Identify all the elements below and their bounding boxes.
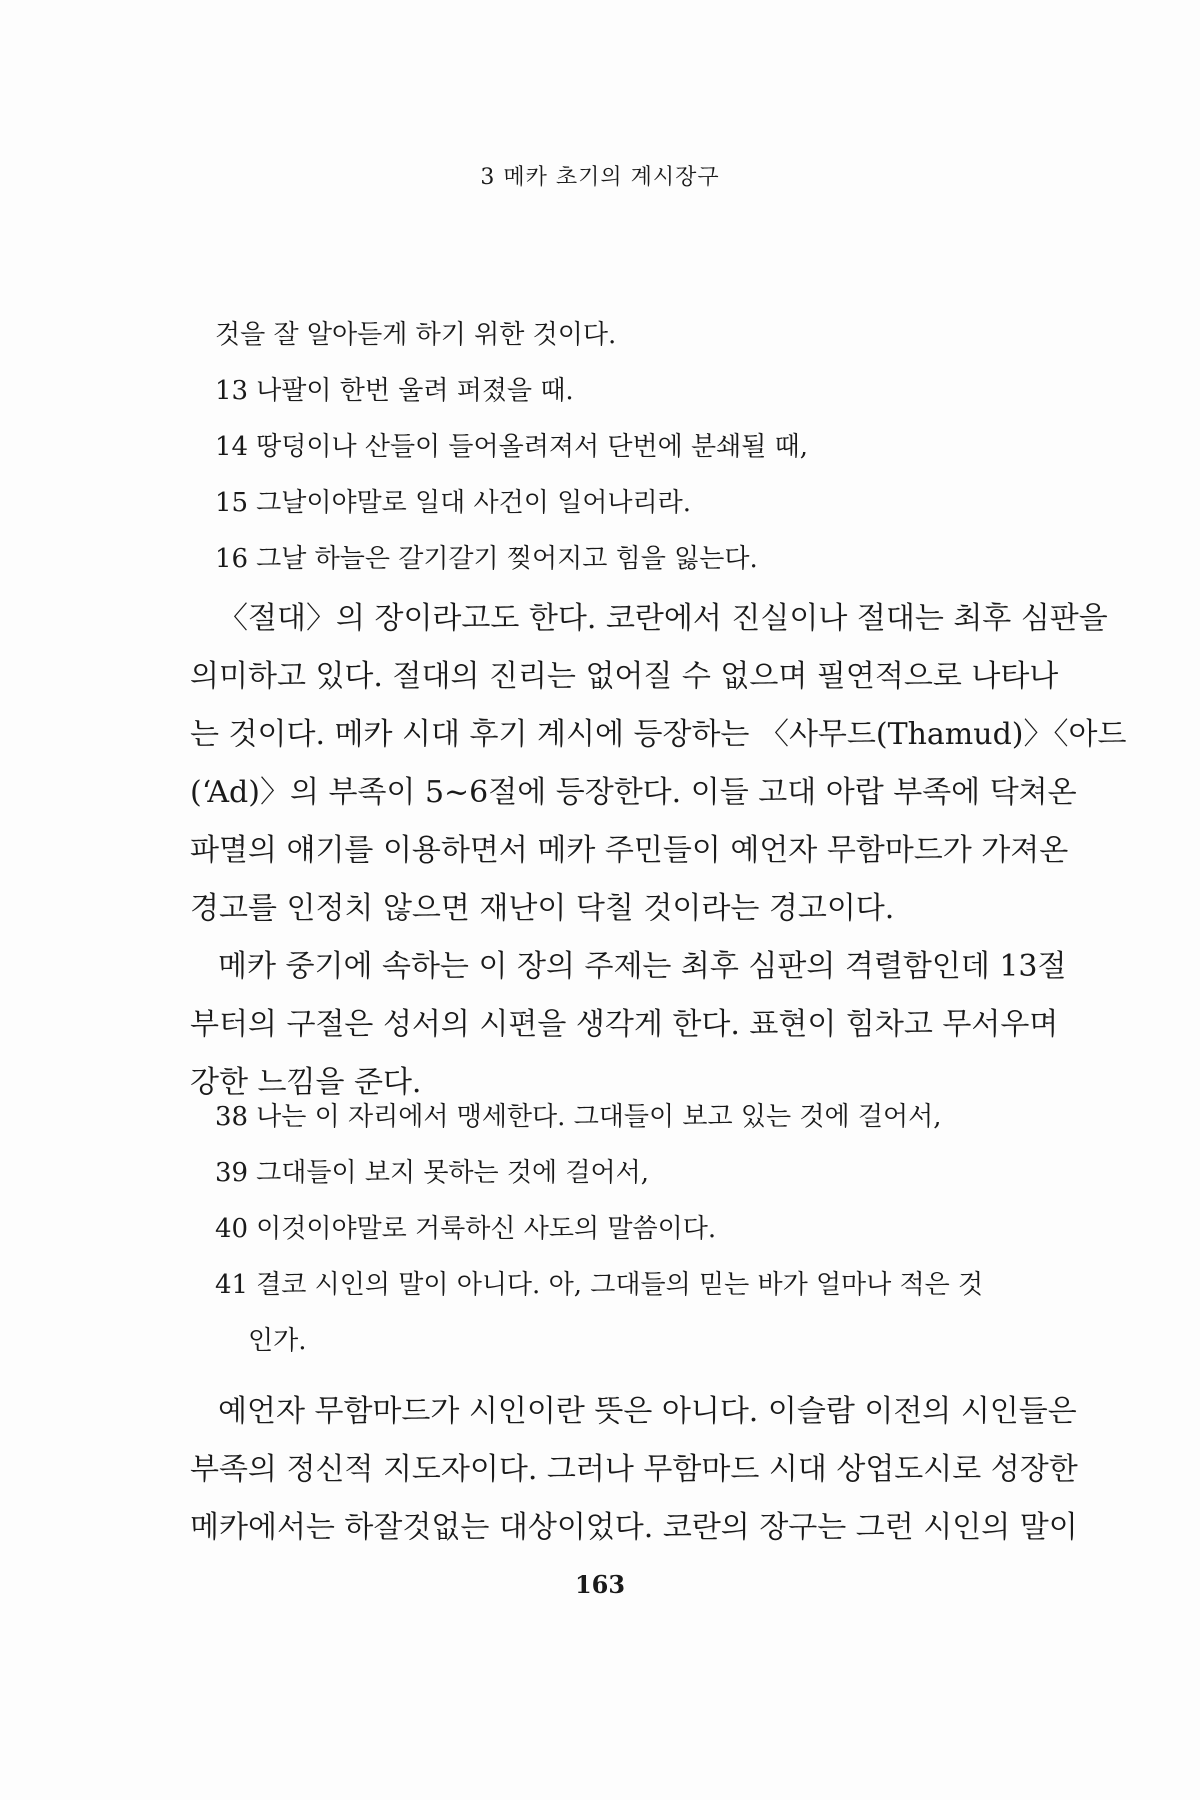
prose-line: 예언자 무함마드가 시인이란 뜻은 아니다. 이슬람 이전의 시인들은 xyxy=(218,1394,1077,1429)
verse-number: 14 xyxy=(215,432,249,462)
commentary-1 xyxy=(190,590,1127,1112)
verse-line xyxy=(215,419,808,475)
verse-text: 나는 이 자리에서 맹세한다. 그대들이 보고 있는 것에 걸어서, xyxy=(256,1102,942,1132)
verse-text: 나팔이 한번 울려 퍼졌을 때. xyxy=(256,376,574,406)
verse-line xyxy=(215,1145,983,1201)
prose-line: 부터의 구절은 성서의 시편을 생각게 한다. 표현이 힘차고 무서우며 xyxy=(190,1007,1059,1042)
verse-number: 15 xyxy=(215,488,249,518)
verse-number: 39 xyxy=(215,1158,249,1188)
verse-text: 그날이야말로 일대 사건이 일어나리라. xyxy=(256,488,692,518)
verse-line xyxy=(215,363,808,419)
verse-text: 땅덩이나 산들이 들어올려져서 단번에 분쇄될 때, xyxy=(256,432,809,462)
prose-line: 파멸의 얘기를 이용하면서 메카 주민들이 예언자 무함마드가 가져온 xyxy=(190,833,1069,868)
prose-line: (‘Ad)〉의 부족이 5~6절에 등장한다. 이들 고대 아랍 부족에 닥쳐온 xyxy=(190,775,1077,810)
prose-line: 는 것이다. 메카 시대 후기 계시에 등장하는 〈사무드(Thamud)〉〈아드 xyxy=(190,717,1127,752)
verse-number: 40 xyxy=(215,1214,249,1244)
prose-line: 부족의 정신적 지도자이다. 그러나 무함마드 시대 상업도시로 성장한 xyxy=(190,1452,1078,1487)
verse-text: 그날 하늘은 갈기갈기 찢어지고 힘을 잃는다. xyxy=(256,544,758,574)
verse-text: 결코 시인의 말이 아니다. 아, 그대들의 믿는 바가 얼마나 적은 것 xyxy=(256,1270,984,1300)
prose-line: 강한 느낌을 준다. xyxy=(190,1065,422,1100)
verse-line xyxy=(215,1201,983,1257)
verse-number: 38 xyxy=(215,1102,249,1132)
prose-line: 의미하고 있다. 절대의 진리는 없어질 수 없으며 필연적으로 나타나 xyxy=(190,659,1059,694)
verse-line xyxy=(215,1257,983,1313)
verse-line xyxy=(215,1313,983,1369)
prose-line: 경고를 인정치 않으면 재난이 닥칠 것이라는 경고이다. xyxy=(190,891,895,926)
verse-text: 이것이야말로 거룩하신 사도의 말씀이다. xyxy=(256,1214,717,1244)
prose-line: 메카 중기에 속하는 이 장의 주제는 최후 심판의 격렬함인데 13절 xyxy=(218,949,1067,984)
verse-number: 13 xyxy=(215,376,249,406)
verse-block-top xyxy=(215,307,808,587)
verse-text: 그대들이 보지 못하는 것에 걸어서, xyxy=(256,1158,650,1188)
verse-text: 인가. xyxy=(248,1326,307,1356)
verse-block-bottom xyxy=(215,1089,983,1369)
verse-number: 16 xyxy=(215,544,249,574)
page-number: 163 xyxy=(574,1570,626,1599)
verse-line xyxy=(215,475,808,531)
verse-line xyxy=(215,307,808,363)
verse-line xyxy=(215,1089,983,1145)
verse-number: 41 xyxy=(215,1270,249,1300)
verse-text: 것을 잘 알아듣게 하기 위한 것이다. xyxy=(215,320,617,350)
prose-line: 메카에서는 하잘것없는 대상이었다. 코란의 장구는 그런 시인의 말이 xyxy=(190,1510,1078,1545)
verse-line xyxy=(215,531,808,587)
commentary-2 xyxy=(190,1383,1078,1557)
prose-line: 〈절대〉의 장이라고도 한다. 코란에서 진실이나 절대는 최후 심판을 xyxy=(218,601,1108,636)
running-head: 3 메카 초기의 계시장구 xyxy=(480,165,720,190)
